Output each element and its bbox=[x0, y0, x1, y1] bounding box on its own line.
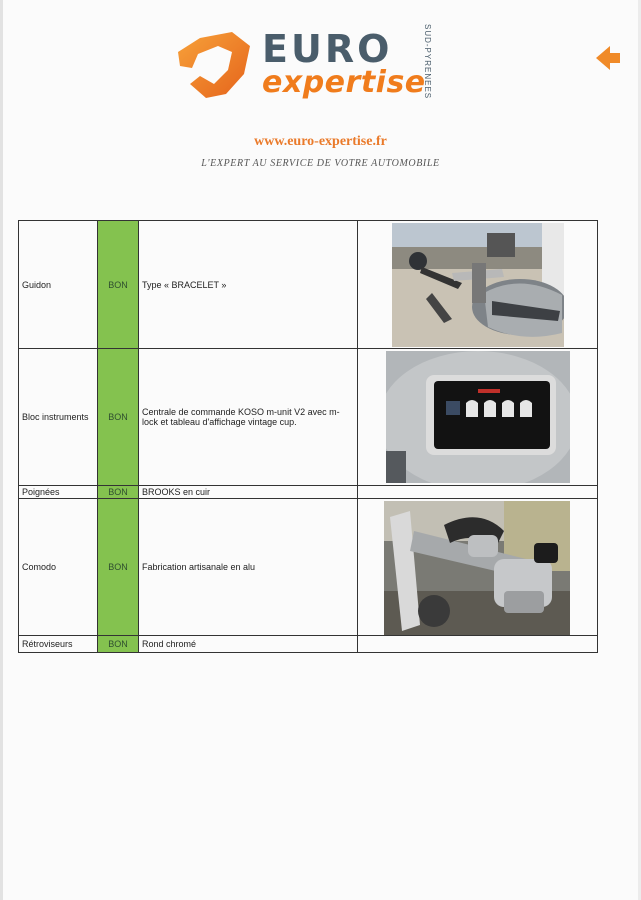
photo-cell bbox=[358, 636, 598, 653]
status-badge: BON bbox=[98, 636, 139, 653]
logo-emblem-icon bbox=[170, 24, 260, 106]
tagline: L'EXPERT AU SERVICE DE VOTRE AUTOMOBILE bbox=[201, 158, 440, 169]
photo-cell bbox=[358, 499, 598, 636]
brand-wordmark-bottom: expertise bbox=[262, 65, 426, 100]
component-name: Rétroviseurs bbox=[19, 636, 98, 653]
table-row bbox=[19, 636, 598, 653]
photo-cell bbox=[358, 349, 598, 486]
brand-region: SUD-PYRENEES bbox=[423, 24, 432, 100]
switch-housing-photo bbox=[384, 501, 570, 635]
component-description: BROOKS en cuir bbox=[139, 486, 358, 499]
company-logo bbox=[170, 24, 440, 106]
status-badge: BON bbox=[98, 221, 139, 349]
table-row bbox=[19, 221, 598, 349]
table-row bbox=[19, 499, 598, 636]
back-button[interactable] bbox=[592, 42, 624, 74]
component-description: Fabrication artisanale en alu bbox=[139, 499, 358, 636]
component-name: Guidon bbox=[19, 221, 98, 349]
status-badge: BON bbox=[98, 486, 139, 499]
brand-wordmark-top: EURO bbox=[262, 27, 393, 71]
instrument-cluster-photo bbox=[386, 351, 570, 483]
component-description: Centrale de commande KOSO m-unit V2 avec m-lock et tableau d'affichage vintage cup. bbox=[139, 349, 358, 486]
component-name: Comodo bbox=[19, 499, 98, 636]
status-badge: BON bbox=[98, 499, 139, 636]
component-name: Poignées bbox=[19, 486, 98, 499]
table-row bbox=[19, 349, 598, 486]
component-name: Bloc instruments bbox=[19, 349, 98, 486]
table-row bbox=[19, 486, 598, 499]
component-description: Rond chromé bbox=[139, 636, 358, 653]
inspection-table bbox=[18, 220, 598, 653]
website-link[interactable]: www.euro-expertise.fr bbox=[254, 134, 387, 149]
component-description: Type « BRACELET » bbox=[139, 221, 358, 349]
status-badge: BON bbox=[98, 349, 139, 486]
photo-cell bbox=[358, 221, 598, 349]
handlebar-photo bbox=[392, 223, 564, 347]
left-arrow-icon bbox=[592, 42, 624, 74]
photo-cell bbox=[358, 486, 598, 499]
